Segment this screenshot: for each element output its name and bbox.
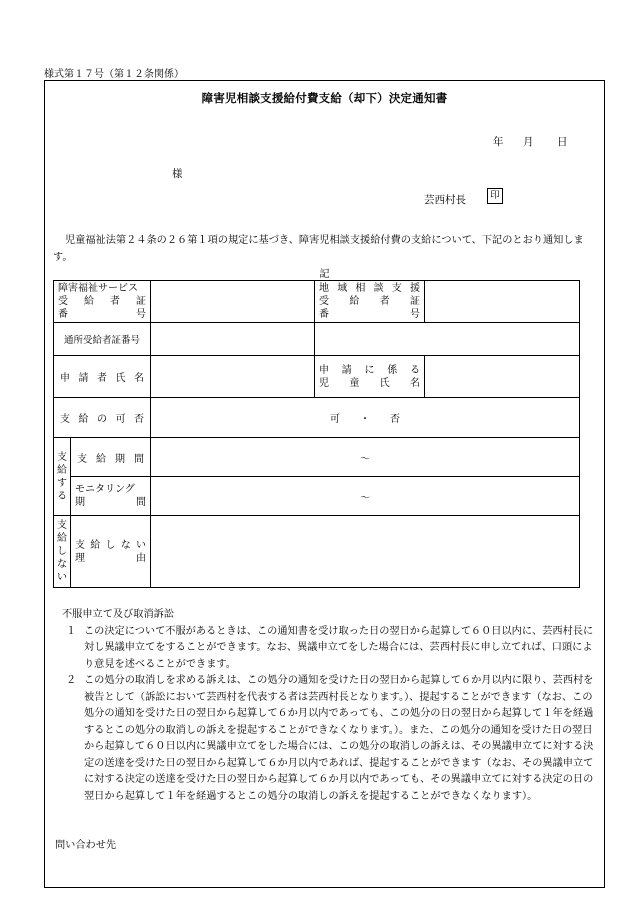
daycare-cert-label: 通所受給者証番号 (54, 323, 151, 356)
child-label-line2: 児 童 氏 名 (319, 377, 420, 389)
deny-reason-label (71, 516, 151, 588)
approval-value[interactable]: 可 ・ 否 (151, 398, 580, 438)
notice-body: 児童福祉法第２４条の２６第１項の規定に基づき、障害児相談支援給付費の支給について、下記のとおり通知します。 (53, 235, 584, 263)
grant-vertical-label: 支 給 す る (54, 438, 71, 516)
cert-label-line1: 障害福祉サービス (58, 283, 138, 294)
area-cert-number-field[interactable] (425, 281, 580, 323)
notes-heading: 不服申立て及び取消訴訟 (62, 609, 175, 620)
applicant-name-field[interactable] (151, 356, 315, 398)
decision-table (53, 280, 580, 588)
sender-name: 芸西村長 (424, 194, 466, 206)
deny-reason-line1: 支 給 し な い (75, 539, 146, 551)
note-item: ２ この処分の取消しを求める訴えは、この処分の通知を受けた日の翌日から起算して６か月以内に限り、芸西村を被告として（訴訟において芸西村を代表する者は芸西村長となります。）、提起することができます（なお、この処分の通知を受けた日の翌日から起算して６か月以内であっても、この処分の日の翌日から起算して１年を経過するとこの処分の取消しの訴えを提起することができなくなります。）。また、この処分の通知を受けた日の翌日から起算して６０日以内に異議申立てをした場合には、この処分の取消しの訴えは、その異議申立てに対する決定の送達を受けた日の翌日から起算して６か月以内であれば、提起することができます（なお、その異議申立てに対する決定の送達を受けた日の翌日から起算して６か月以内であっても、その異議申立てに対する決定の日の翌日から起算して１年を経過するとこの処分の取消しの訴えを提起することができなくなります）。 (66, 675, 594, 802)
monitoring-period-label (71, 477, 151, 516)
contact-label: 問い合わせ先 (55, 840, 117, 851)
grant-period-value[interactable]: ～ (151, 438, 580, 477)
monitoring-label-line1: モニタリング (75, 484, 135, 495)
child-name-label (315, 356, 425, 398)
page-title: 障害児相談支援給付費支給（却下）決定通知書 (201, 91, 448, 105)
cert-number-label (54, 281, 151, 323)
deny-reason-line2: 理 由 (75, 552, 146, 564)
seal-mark: 印 (487, 188, 503, 204)
cert-label-line2: 受 給 者 証 (58, 296, 146, 307)
cert-label-line3: 番 号 (58, 309, 146, 320)
note-item: １ この決定について不服があるときは、この通知書を受け取った日の翌日から起算して６０日以内に、芸西村長に対し異議申立てをすることができます。なお、異議申立てをした場合には、芸西村長に申し立てれば、口頭により意見を述べることができます。 (66, 625, 594, 670)
daycare-cert-field[interactable] (151, 323, 315, 356)
date-year-label: 年 (493, 136, 504, 148)
area-label-line3: 番 号 (319, 309, 420, 320)
monitoring-period-value[interactable]: ～ (151, 477, 580, 516)
appeal-notes (62, 607, 602, 805)
applicant-name-label: 申 請 者 氏 名 (54, 356, 151, 398)
form-label: 様式第１７号（第１２条関係） (44, 69, 184, 80)
cert-number-field[interactable] (151, 281, 315, 323)
approval-label: 支 給 の 可 否 (54, 398, 151, 438)
grant-period-label: 支 給 期 間 (71, 438, 151, 477)
deny-reason-field[interactable] (151, 516, 580, 588)
area-label-line2: 受 給 者 証 (319, 296, 420, 307)
deny-vertical-label: 支 給 し な い (54, 516, 71, 588)
date-day-label: 日 (557, 136, 568, 148)
area-label-line1: 地 域 相 談 支 援 (319, 283, 420, 294)
addressee-suffix: 様 (172, 168, 183, 180)
child-label-line1: 申 請 に 係 る (319, 364, 420, 376)
date-month-label: 月 (523, 136, 534, 148)
ki-heading: 記 (319, 269, 330, 280)
monitoring-label-line2: 期 間 (75, 497, 146, 508)
daycare-cert-blank (315, 323, 580, 356)
child-name-field[interactable] (425, 356, 580, 398)
area-cert-number-label (315, 281, 425, 323)
